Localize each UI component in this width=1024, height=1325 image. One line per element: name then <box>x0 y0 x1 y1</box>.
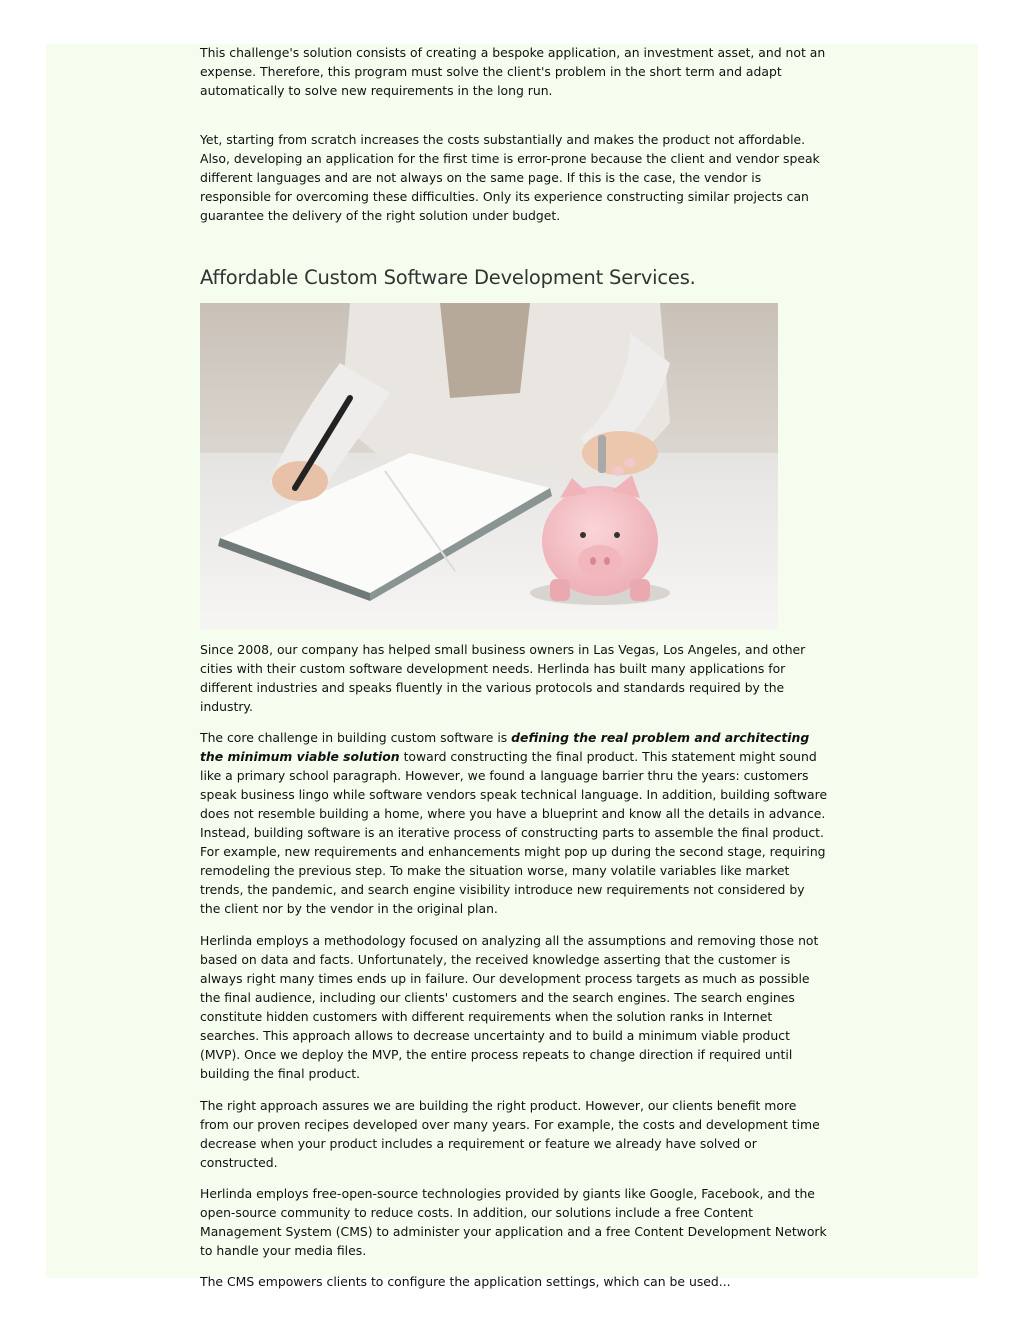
paragraph-open-source: Herlinda employs free-open-source technologies provided by giants like Google, Facebook, and the open-source community to reduce costs. In addition, our solutions include a free Content Management System (CMS) to administer your application and a free Content Development Network to handle your media files. <box>200 1186 827 1258</box>
paragraph-methodology: Herlinda employs a methodology focused on analyzing all the assumptions and removing those not based on data and facts. Unfortunately, the received knowledge asserting that the customer is always right many times ends up in failure. Our development process targets as much as possible the final audience, including our clients' customers and the search engines. The search engines constitute hidden customers with different requirements when the solution ranks in Internet searches. This approach allows to decrease uncertainty and to build a minimum viable product (MVP). Once we deploy the MVP, the entire process repeats to change direction if required until building the final product. <box>200 933 819 1081</box>
piggy-bank-photo <box>200 303 778 629</box>
paragraph-cms-partial: The CMS empowers clients to configure the application settings, which can be used... <box>200 1274 731 1289</box>
paragraph-core-challenge: The core challenge in building custom software is defining the real problem and architecting the minimum viable solution toward constructing the final product. This statement might sound like a primary school paragraph. However, we found a language barrier thru the years: customers speak business lingo while software vendors speak technical language. In addition, building software does not resemble building a home, where you have a blueprint and know all the details in advance. Instead, building software is an iterative process of constructing parts to assemble the final product. For example, new requirements and enhancements might pop up during the second stage, requiring remodeling the previous step. To make the situation worse, many volatile variables like market trends, the pandemic, and search engine visibility introduce new requirements not considered by the client nor by the vendor in the original plan. <box>200 730 828 916</box>
paragraph-since-2008: Since 2008, our company has helped small business owners in Las Vegas, Los Angeles, and other cities with their custom software development needs. Herlinda has built many applications for different industries and speaks fluently in the various protocols and standards required by the industry. <box>200 642 806 714</box>
paragraph-right-approach: The right approach assures we are building the right product. However, our clients benefit more from our proven recipes developed over many years. For example, the costs and development time decrease when your product includes a requirement or feature we already have solved or constructed. <box>200 1098 820 1170</box>
section-heading: Affordable Custom Software Development Services. <box>200 266 696 289</box>
paragraph-intro: This challenge's solution consists of creating a bespoke application, an investment asset, and not an expense. Therefore, this program must solve the client's problem in the short term and adapt automatically to solve new requirements in the long run. <box>200 45 826 98</box>
emphasis-text: defining the real problem and architecting the minimum viable solution <box>200 730 810 764</box>
content-panel <box>46 44 978 1289</box>
paragraph-costs: Yet, starting from scratch increases the costs substantially and makes the product not affordable. Also, developing an application for the first time is error-prone because the client and vendor speak different languages and are not always on the same page. If this is the case, the vendor is responsible for overcoming these difficulties. Only its experience constructing similar projects can guarantee the delivery of the right solution under budget. <box>200 132 820 223</box>
